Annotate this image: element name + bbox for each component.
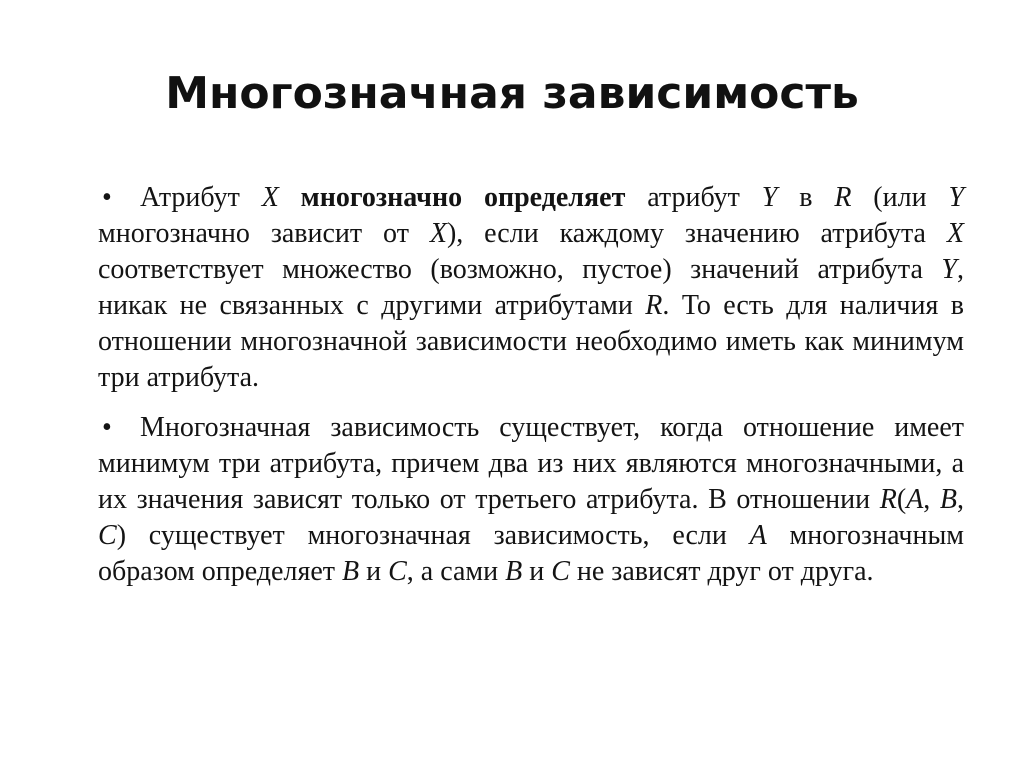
paragraph-text: и: [359, 556, 389, 587]
paragraph-text: соответствует множество (возможно, пустое) значений атрибута: [98, 254, 942, 285]
variable-name: A: [749, 520, 767, 551]
variable-name: B: [505, 556, 523, 587]
variable-name: R: [834, 182, 852, 213]
variable-name: C: [388, 556, 407, 587]
paragraph-text: Атрибут: [140, 182, 262, 213]
emphasis-text: многозначно определяет: [300, 182, 626, 213]
paragraph-text: в: [777, 182, 835, 213]
variable-name: X: [429, 218, 447, 249]
variable-name: Y: [948, 182, 965, 213]
variable-name: B: [342, 556, 360, 587]
paragraph-text: многозначным образом определяет: [98, 520, 964, 587]
paragraph-text: ,: [957, 484, 965, 515]
paragraph-text: [279, 182, 301, 213]
variable-name: R: [879, 484, 897, 515]
paragraph-text: (: [896, 484, 907, 515]
variable-name: Y: [761, 182, 778, 213]
variable-name: C: [551, 556, 570, 587]
variable-name: Y: [941, 254, 957, 285]
paragraph-text: ) существует многозначная зависимость, если: [116, 520, 750, 551]
bullet-paragraph: [98, 410, 964, 590]
slide-body: [98, 180, 964, 604]
variable-name: C: [98, 520, 117, 551]
slide-title: Многозначная зависимость: [165, 68, 859, 119]
variable-name: A: [906, 484, 924, 515]
variable-name: X: [261, 182, 279, 213]
paragraph-text: , никак не связанных с другими атрибутами: [98, 254, 964, 321]
variable-name: B: [939, 484, 958, 515]
paragraph-text: многозначно зависит от: [98, 218, 430, 249]
paragraph-text: . То есть для наличия в отношении многозначной зависимости необходимо иметь как минимум три атрибута.: [98, 290, 965, 393]
variable-name: X: [946, 218, 965, 249]
paragraph-text: и: [522, 556, 552, 587]
variable-name: R: [645, 290, 663, 321]
paragraph-text: ), если каждому значению атрибута: [446, 218, 947, 249]
bullet-symbol: •: [102, 182, 112, 213]
paragraph-text: не зависят друг от друга.: [569, 556, 874, 587]
paragraph-text: Многозначная зависимость существует, когда отношение имеет минимум три атрибута, причем два из них являются многозначными, а их значения зависят только от третьего атрибута. В отношении: [98, 412, 964, 515]
paragraph-text: атрибут: [625, 182, 762, 213]
bullet-symbol: •: [102, 412, 112, 443]
paragraph-text: (или: [851, 182, 949, 213]
paragraph-text: ,: [923, 484, 940, 515]
bullet-paragraph: [98, 180, 964, 396]
paragraph-text: , а сами: [406, 556, 506, 587]
